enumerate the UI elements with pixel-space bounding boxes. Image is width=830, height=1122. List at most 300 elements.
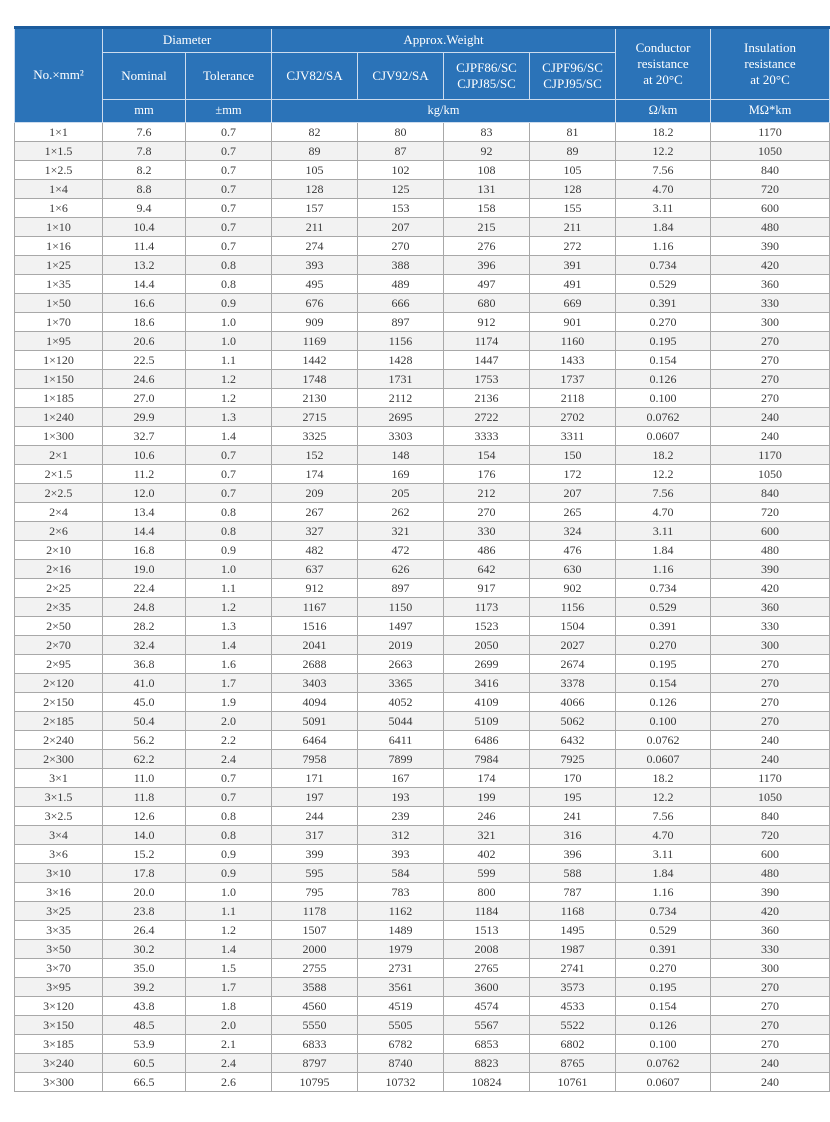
cell: 4052 xyxy=(358,693,444,712)
cell: 240 xyxy=(711,1073,830,1092)
cell: 3303 xyxy=(358,427,444,446)
cell: 3403 xyxy=(272,674,358,693)
cell: 45.0 xyxy=(103,693,186,712)
table-row xyxy=(15,826,830,845)
cell: 0.126 xyxy=(616,370,711,389)
cell: 0.7 xyxy=(186,446,272,465)
cell: 420 xyxy=(711,256,830,275)
cell: 1.4 xyxy=(186,636,272,655)
cell: 584 xyxy=(358,864,444,883)
cell: 1987 xyxy=(530,940,616,959)
cell: 270 xyxy=(711,332,830,351)
cell: 2019 xyxy=(358,636,444,655)
cell: 897 xyxy=(358,579,444,598)
cell: 1×185 xyxy=(15,389,103,408)
table-row xyxy=(15,1035,830,1054)
cell: 3×240 xyxy=(15,1054,103,1073)
table-row xyxy=(15,902,830,921)
cell: 174 xyxy=(444,769,530,788)
cell: 158 xyxy=(444,199,530,218)
table-row xyxy=(15,123,830,142)
cell: 300 xyxy=(711,313,830,332)
cell: 2×1.5 xyxy=(15,465,103,484)
cell: 1.4 xyxy=(186,427,272,446)
cell: 207 xyxy=(358,218,444,237)
cell: 92 xyxy=(444,142,530,161)
cell: 1.5 xyxy=(186,959,272,978)
cell: 1.7 xyxy=(186,674,272,693)
cell: 32.7 xyxy=(103,427,186,446)
header-approx-weight: Approx.Weight xyxy=(272,28,616,53)
cell: 53.9 xyxy=(103,1035,186,1054)
header-diameter: Diameter xyxy=(103,28,272,53)
cell: 3416 xyxy=(444,674,530,693)
cell: 330 xyxy=(444,522,530,541)
cell: 2.1 xyxy=(186,1035,272,1054)
cell: 211 xyxy=(530,218,616,237)
cell: 15.2 xyxy=(103,845,186,864)
cell: 2×300 xyxy=(15,750,103,769)
cell: 497 xyxy=(444,275,530,294)
cell: 11.0 xyxy=(103,769,186,788)
cell: 29.9 xyxy=(103,408,186,427)
table-row xyxy=(15,199,830,218)
cell: 0.9 xyxy=(186,541,272,560)
cell: 0.734 xyxy=(616,902,711,921)
cell: 10.4 xyxy=(103,218,186,237)
cell: 155 xyxy=(530,199,616,218)
table-row xyxy=(15,161,830,180)
cell: 1×35 xyxy=(15,275,103,294)
cell: 2674 xyxy=(530,655,616,674)
cell: 87 xyxy=(358,142,444,161)
cell: 24.6 xyxy=(103,370,186,389)
table-row xyxy=(15,522,830,541)
cell: 1.2 xyxy=(186,921,272,940)
cell: 270 xyxy=(711,370,830,389)
cell: 18.2 xyxy=(616,446,711,465)
table-row xyxy=(15,712,830,731)
cell: 0.391 xyxy=(616,940,711,959)
cell: 207 xyxy=(530,484,616,503)
header-conductor-line2: resistance xyxy=(637,55,689,71)
cell: 2136 xyxy=(444,389,530,408)
cell: 212 xyxy=(444,484,530,503)
table-row xyxy=(15,636,830,655)
cell: 1.0 xyxy=(186,332,272,351)
cell: 8797 xyxy=(272,1054,358,1073)
cell: 1737 xyxy=(530,370,616,389)
cell: 2.0 xyxy=(186,1016,272,1035)
cell: 312 xyxy=(358,826,444,845)
table-row xyxy=(15,389,830,408)
cell: 89 xyxy=(530,142,616,161)
cell: 1162 xyxy=(358,902,444,921)
cell: 1174 xyxy=(444,332,530,351)
header-insulation-line2: resistance xyxy=(744,55,796,71)
cell: 150 xyxy=(530,446,616,465)
cell: 480 xyxy=(711,864,830,883)
cell: 3×25 xyxy=(15,902,103,921)
cell: 80 xyxy=(358,123,444,142)
cell: 128 xyxy=(272,180,358,199)
cell: 82 xyxy=(272,123,358,142)
cell: 169 xyxy=(358,465,444,484)
cell: 270 xyxy=(711,1016,830,1035)
cell: 402 xyxy=(444,845,530,864)
table-row xyxy=(15,503,830,522)
cell: 4094 xyxy=(272,693,358,712)
cell: 840 xyxy=(711,161,830,180)
cell: 1×240 xyxy=(15,408,103,427)
cell: 0.7 xyxy=(186,788,272,807)
cell: 0.8 xyxy=(186,826,272,845)
cell: 0.734 xyxy=(616,256,711,275)
table-row xyxy=(15,313,830,332)
table-row xyxy=(15,978,830,997)
cell: 0.8 xyxy=(186,256,272,275)
header-cjpf86 xyxy=(444,53,530,100)
cell: 3.11 xyxy=(616,845,711,864)
cell: 1.0 xyxy=(186,560,272,579)
cell: 5062 xyxy=(530,712,616,731)
cell: 41.0 xyxy=(103,674,186,693)
cell: 0.270 xyxy=(616,959,711,978)
cell: 0.100 xyxy=(616,389,711,408)
cell: 393 xyxy=(358,845,444,864)
cell: 680 xyxy=(444,294,530,313)
cell: 6782 xyxy=(358,1035,444,1054)
cell: 1.2 xyxy=(186,389,272,408)
cell: 909 xyxy=(272,313,358,332)
cell: 0.154 xyxy=(616,674,711,693)
cell: 2×10 xyxy=(15,541,103,560)
cell: 10824 xyxy=(444,1073,530,1092)
table-row xyxy=(15,731,830,750)
cell: 0.734 xyxy=(616,579,711,598)
cell: 6833 xyxy=(272,1035,358,1054)
cell: 669 xyxy=(530,294,616,313)
cell: 917 xyxy=(444,579,530,598)
cell: 666 xyxy=(358,294,444,313)
header-conductor-resistance xyxy=(616,28,711,100)
cell: 1.84 xyxy=(616,864,711,883)
cell: 1.3 xyxy=(186,408,272,427)
cell: 125 xyxy=(358,180,444,199)
cell: 630 xyxy=(530,560,616,579)
cell: 2722 xyxy=(444,408,530,427)
header-conductor-line1: Conductor xyxy=(635,39,691,55)
table-row xyxy=(15,807,830,826)
cell: 9.4 xyxy=(103,199,186,218)
cell: 0.100 xyxy=(616,1035,711,1054)
header-insulation-resistance xyxy=(711,28,830,100)
cell: 30.2 xyxy=(103,940,186,959)
cell: 199 xyxy=(444,788,530,807)
cell: 3×16 xyxy=(15,883,103,902)
cell: 3×150 xyxy=(15,1016,103,1035)
cell: 0.0607 xyxy=(616,1073,711,1092)
cell: 270 xyxy=(711,389,830,408)
cell: 2041 xyxy=(272,636,358,655)
cell: 193 xyxy=(358,788,444,807)
unit-mm: mm xyxy=(103,100,186,123)
cell: 3×185 xyxy=(15,1035,103,1054)
cell: 912 xyxy=(444,313,530,332)
cell: 2741 xyxy=(530,959,616,978)
cell: 1050 xyxy=(711,465,830,484)
cell: 0.0762 xyxy=(616,731,711,750)
cell: 390 xyxy=(711,883,830,902)
cell: 2×150 xyxy=(15,693,103,712)
cell: 36.8 xyxy=(103,655,186,674)
cell: 0.9 xyxy=(186,294,272,313)
cell: 800 xyxy=(444,883,530,902)
table-row xyxy=(15,845,830,864)
cell: 360 xyxy=(711,598,830,617)
cell: 8740 xyxy=(358,1054,444,1073)
table-row xyxy=(15,560,830,579)
cell: 1170 xyxy=(711,446,830,465)
cell: 171 xyxy=(272,769,358,788)
cell: 1184 xyxy=(444,902,530,921)
cell: 2130 xyxy=(272,389,358,408)
cell: 1×50 xyxy=(15,294,103,313)
cell: 2×240 xyxy=(15,731,103,750)
cell: 12.6 xyxy=(103,807,186,826)
header-cjv82: CJV82/SA xyxy=(272,53,358,100)
cell: 476 xyxy=(530,541,616,560)
cell: 399 xyxy=(272,845,358,864)
cell: 2000 xyxy=(272,940,358,959)
cell: 0.7 xyxy=(186,465,272,484)
cell: 600 xyxy=(711,522,830,541)
cell: 66.5 xyxy=(103,1073,186,1092)
cell: 1495 xyxy=(530,921,616,940)
cell: 1050 xyxy=(711,142,830,161)
cell: 0.8 xyxy=(186,807,272,826)
cell: 1.7 xyxy=(186,978,272,997)
unit-kg-km: kg/km xyxy=(272,100,616,123)
header-cjpf96 xyxy=(530,53,616,100)
cell: 35.0 xyxy=(103,959,186,978)
cell: 1513 xyxy=(444,921,530,940)
cell: 131 xyxy=(444,180,530,199)
cell: 330 xyxy=(711,617,830,636)
cell: 108 xyxy=(444,161,530,180)
cell: 205 xyxy=(358,484,444,503)
cell: 152 xyxy=(272,446,358,465)
cell: 12.2 xyxy=(616,142,711,161)
cell: 10795 xyxy=(272,1073,358,1092)
cell: 6853 xyxy=(444,1035,530,1054)
cell: 1504 xyxy=(530,617,616,636)
cell: 2×6 xyxy=(15,522,103,541)
cell: 0.8 xyxy=(186,275,272,294)
cell: 1×16 xyxy=(15,237,103,256)
cell: 18.2 xyxy=(616,769,711,788)
cell: 270 xyxy=(358,237,444,256)
cell: 0.154 xyxy=(616,997,711,1016)
cell: 2.4 xyxy=(186,1054,272,1073)
header-insulation-line1: Insulation xyxy=(744,39,797,55)
cell: 83 xyxy=(444,123,530,142)
cell: 26.4 xyxy=(103,921,186,940)
cell: 0.126 xyxy=(616,1016,711,1035)
cell: 2×50 xyxy=(15,617,103,636)
cell: 11.8 xyxy=(103,788,186,807)
cell: 157 xyxy=(272,199,358,218)
table-row xyxy=(15,351,830,370)
cell: 360 xyxy=(711,921,830,940)
cell: 239 xyxy=(358,807,444,826)
cell: 154 xyxy=(444,446,530,465)
table-header xyxy=(15,28,830,123)
cell: 0.7 xyxy=(186,142,272,161)
cell: 5522 xyxy=(530,1016,616,1035)
cell: 1.9 xyxy=(186,693,272,712)
cell: 2.4 xyxy=(186,750,272,769)
cell: 388 xyxy=(358,256,444,275)
cell: 5109 xyxy=(444,712,530,731)
cell: 5505 xyxy=(358,1016,444,1035)
cell: 642 xyxy=(444,560,530,579)
cell: 1516 xyxy=(272,617,358,636)
cell: 1×150 xyxy=(15,370,103,389)
cell: 1442 xyxy=(272,351,358,370)
cell: 5044 xyxy=(358,712,444,731)
cell: 0.9 xyxy=(186,864,272,883)
table-row xyxy=(15,997,830,1016)
cell: 0.7 xyxy=(186,218,272,237)
cell: 840 xyxy=(711,807,830,826)
cell: 1×1.5 xyxy=(15,142,103,161)
cell: 2×2.5 xyxy=(15,484,103,503)
cell: 39.2 xyxy=(103,978,186,997)
cell: 2.0 xyxy=(186,712,272,731)
cell: 2×1 xyxy=(15,446,103,465)
unit-plus-minus-mm: ±mm xyxy=(186,100,272,123)
cell: 1433 xyxy=(530,351,616,370)
cell: 2×25 xyxy=(15,579,103,598)
cell: 1447 xyxy=(444,351,530,370)
cell: 330 xyxy=(711,940,830,959)
table-row xyxy=(15,541,830,560)
cell: 11.2 xyxy=(103,465,186,484)
cell: 1.16 xyxy=(616,883,711,902)
cell: 2702 xyxy=(530,408,616,427)
cell: 7984 xyxy=(444,750,530,769)
cell: 265 xyxy=(530,503,616,522)
cell: 2×35 xyxy=(15,598,103,617)
cell: 6411 xyxy=(358,731,444,750)
cell: 6802 xyxy=(530,1035,616,1054)
cell: 270 xyxy=(711,351,830,370)
cell: 1.0 xyxy=(186,313,272,332)
table-row xyxy=(15,598,830,617)
table-row xyxy=(15,370,830,389)
cell: 912 xyxy=(272,579,358,598)
cell: 0.7 xyxy=(186,199,272,218)
cell: 1.84 xyxy=(616,218,711,237)
cell: 1.4 xyxy=(186,940,272,959)
cell: 3×1 xyxy=(15,769,103,788)
cell: 321 xyxy=(444,826,530,845)
cell: 4533 xyxy=(530,997,616,1016)
table-row xyxy=(15,940,830,959)
cell: 5550 xyxy=(272,1016,358,1035)
cell: 1731 xyxy=(358,370,444,389)
cell: 330 xyxy=(711,294,830,313)
cell: 270 xyxy=(711,997,830,1016)
cell: 0.7 xyxy=(186,484,272,503)
cell: 211 xyxy=(272,218,358,237)
cell: 3×120 xyxy=(15,997,103,1016)
cell: 1170 xyxy=(711,769,830,788)
cell: 0.9 xyxy=(186,845,272,864)
cell: 16.6 xyxy=(103,294,186,313)
cell: 2×185 xyxy=(15,712,103,731)
cell: 12.2 xyxy=(616,465,711,484)
cell: 1748 xyxy=(272,370,358,389)
cell: 5567 xyxy=(444,1016,530,1035)
table-row xyxy=(15,769,830,788)
cell: 240 xyxy=(711,1054,830,1073)
cell: 56.2 xyxy=(103,731,186,750)
cell: 4.70 xyxy=(616,826,711,845)
header-no-mm2: No.×mm² xyxy=(15,28,103,123)
cell: 28.2 xyxy=(103,617,186,636)
table-row xyxy=(15,1054,830,1073)
cell: 18.2 xyxy=(616,123,711,142)
cell: 1×6 xyxy=(15,199,103,218)
cell: 1156 xyxy=(530,598,616,617)
cell: 17.8 xyxy=(103,864,186,883)
cell: 5091 xyxy=(272,712,358,731)
cell: 22.4 xyxy=(103,579,186,598)
cell: 62.2 xyxy=(103,750,186,769)
header-cjpf96-line2: CJPJ95/SC xyxy=(543,76,602,91)
cell: 2695 xyxy=(358,408,444,427)
cell: 1.1 xyxy=(186,902,272,921)
cell: 148 xyxy=(358,446,444,465)
cell: 0.529 xyxy=(616,598,711,617)
cell: 1178 xyxy=(272,902,358,921)
cell: 0.7 xyxy=(186,123,272,142)
cell: 0.7 xyxy=(186,237,272,256)
cell: 262 xyxy=(358,503,444,522)
cell: 14.4 xyxy=(103,522,186,541)
cell: 1753 xyxy=(444,370,530,389)
cell: 240 xyxy=(711,408,830,427)
cell: 6432 xyxy=(530,731,616,750)
cell: 272 xyxy=(530,237,616,256)
cell: 32.4 xyxy=(103,636,186,655)
cell: 316 xyxy=(530,826,616,845)
table-row xyxy=(15,332,830,351)
cell: 595 xyxy=(272,864,358,883)
cell: 19.0 xyxy=(103,560,186,579)
cell: 1.6 xyxy=(186,655,272,674)
table-row xyxy=(15,275,830,294)
table-row xyxy=(15,180,830,199)
cell: 0.529 xyxy=(616,275,711,294)
cell: 7.8 xyxy=(103,142,186,161)
cell: 89 xyxy=(272,142,358,161)
cell: 0.154 xyxy=(616,351,711,370)
cell: 270 xyxy=(711,1035,830,1054)
cell: 2×120 xyxy=(15,674,103,693)
